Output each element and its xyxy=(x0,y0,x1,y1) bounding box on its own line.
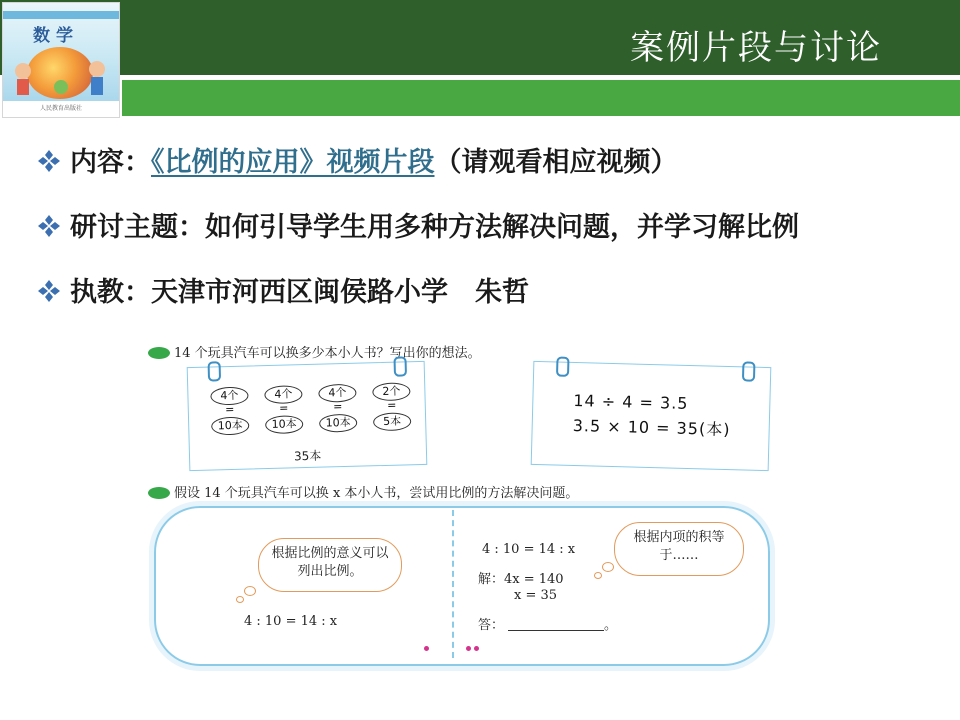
bubble-tail xyxy=(236,596,244,603)
cover-title: 数学 xyxy=(33,26,79,46)
pair-2 xyxy=(260,385,307,434)
pink-dot xyxy=(466,646,471,651)
answer-blank xyxy=(508,630,604,631)
bubble-tail xyxy=(602,562,614,572)
thought-bubble-left: 根据比例的意义可以列出比例。 xyxy=(258,538,402,592)
pink-dot xyxy=(474,646,479,651)
content-note: （请观看相应视频） xyxy=(434,147,678,178)
thought-bubble-right: 根据内项的积等于…… xyxy=(614,522,744,576)
pair-top: 4个 xyxy=(264,385,302,404)
textbook-cover-image xyxy=(2,2,120,118)
green-dot-icon xyxy=(148,487,170,499)
pair-top: 4个 xyxy=(318,384,356,403)
pair-1 xyxy=(206,386,253,435)
right-note-card xyxy=(531,361,772,471)
slide-title: 案例片段与讨论 xyxy=(630,28,882,68)
calc-line-1: 14 ÷ 4 = 3.5 xyxy=(573,390,689,413)
pair-equals: = xyxy=(386,398,397,412)
left-proportion: 4 : 10 = 14 : x xyxy=(244,614,338,629)
topic-text: 研讨主题：如何引导学生用多种方法解决问题，并学习解比例 xyxy=(70,212,799,243)
diamond-bullet-icon xyxy=(36,213,62,239)
pair-top: 4个 xyxy=(210,387,248,406)
paperclip-icon xyxy=(393,356,407,376)
cover-children-illustration xyxy=(9,57,113,97)
textbook-excerpt xyxy=(140,332,780,672)
diamond-bullet-icon xyxy=(36,278,62,304)
teacher-text: 执教：天津市河西区闽侯路小学 朱哲 xyxy=(70,277,529,308)
bullet-topic xyxy=(36,205,799,244)
answer-end: 。 xyxy=(604,618,618,633)
cover-band xyxy=(3,11,119,19)
question-2-text: 假设 14 个玩具汽车可以换 x 本小人书，尝试用比例的方法解决问题。 xyxy=(174,486,579,501)
paperclip-icon xyxy=(742,361,756,381)
header-divider xyxy=(122,76,960,78)
question-2 xyxy=(148,482,578,501)
paperclip-icon xyxy=(208,361,222,381)
bubble-tail xyxy=(594,572,602,579)
green-dot-icon xyxy=(148,347,170,359)
left-note-card xyxy=(187,361,428,471)
pair-bottom: 10本 xyxy=(265,415,303,434)
diamond-bullet-icon xyxy=(36,148,62,174)
pair-3 xyxy=(314,384,361,433)
question-1 xyxy=(148,342,481,361)
card-total: 35本 xyxy=(293,448,322,464)
solve-result: x = 35 xyxy=(514,588,558,603)
pair-equals: = xyxy=(332,400,343,414)
pair-equals: = xyxy=(225,402,235,417)
pair-bottom: 10本 xyxy=(319,414,357,433)
right-proportion: 4 : 10 = 14 : x xyxy=(482,542,576,557)
solve-step: 解：4x = 140 xyxy=(478,572,564,587)
pair-bottom: 10本 xyxy=(211,417,249,436)
pair-bottom: 5本 xyxy=(373,412,411,431)
cloud-divider xyxy=(452,510,454,658)
video-clip-link[interactable]: 《比例的应用》视频片段 xyxy=(151,147,435,178)
pair-equals: = xyxy=(279,401,289,415)
answer-label: 答： xyxy=(478,618,505,633)
question-1-text: 14 个玩具汽车可以换多少本小人书？写出你的想法。 xyxy=(174,346,481,361)
pair-top: 2个 xyxy=(372,382,410,401)
cover-publisher: 人民教育出版社 xyxy=(3,101,119,117)
bubble-tail xyxy=(244,586,256,596)
pink-dot xyxy=(424,646,429,651)
answer-line xyxy=(478,614,617,633)
header-subbar xyxy=(122,80,960,116)
content-label: 内容： xyxy=(70,147,151,178)
bullet-teacher xyxy=(36,270,529,309)
paperclip-icon xyxy=(556,357,570,377)
bullet-content xyxy=(36,140,678,179)
calc-line-2: 3.5 × 10 = 35(本) xyxy=(572,415,731,440)
pair-4 xyxy=(368,382,415,431)
